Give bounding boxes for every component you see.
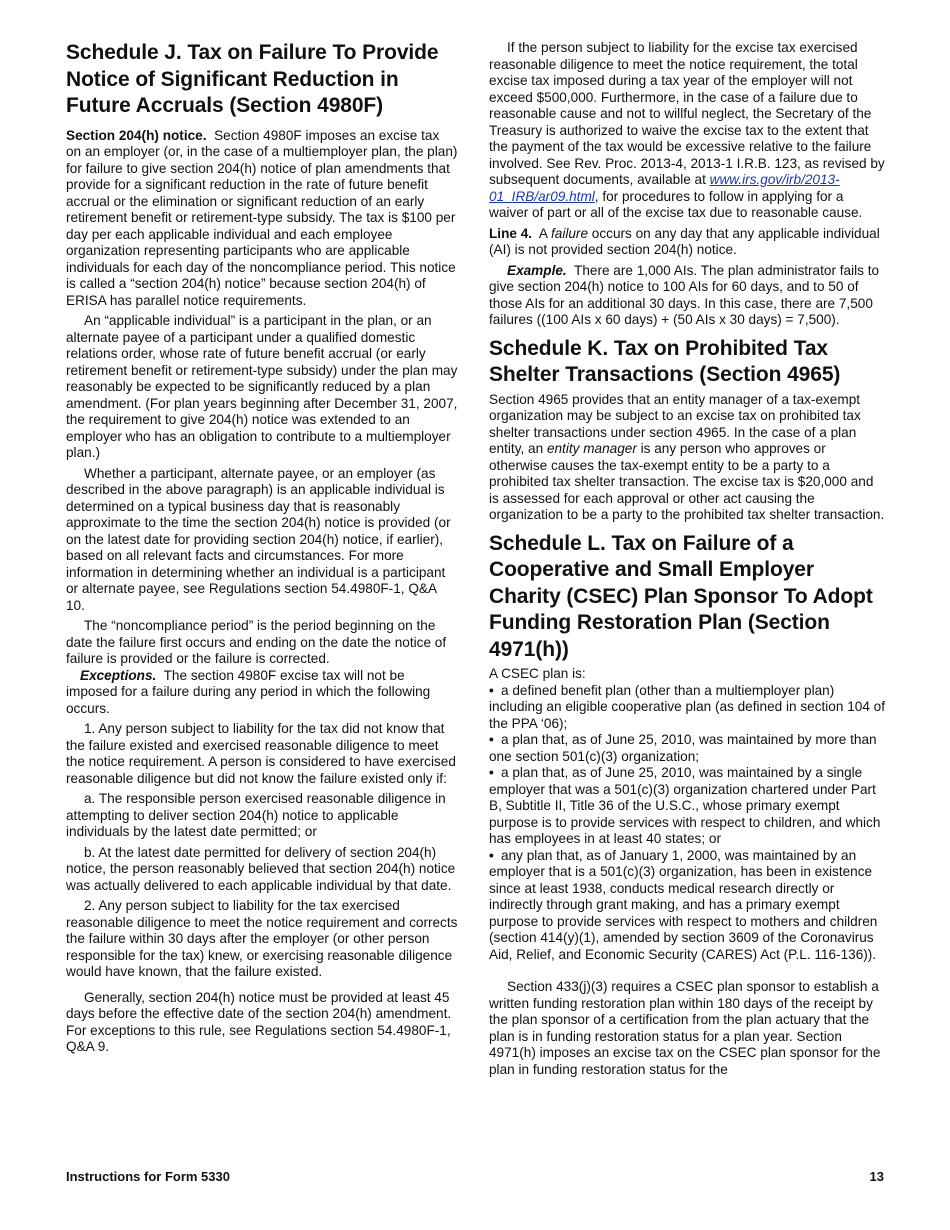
right-column	[489, 40, 885, 1078]
exceptions-paragraph	[66, 668, 458, 718]
csec-bullet-text: any plan that, as of January 1, 2000, was maintained by an employer that is a 501(c)(3) organization, has been in existence since at least 1938, conducts medical research directly or indirectly through grant making, and has a primary exempt purpose to provide services with respect to mothers and children (section 414(y)(1), amended by section 3609 of the Coronavirus Aid, Relief, and Economic Security (CARES) Act (P.L. 116-136)).	[489, 847, 878, 962]
determination-paragraph: Whether a participant, alternate payee, or an employer (as described in the above paragraph) is an applicable individual is determined on a typical business day that is reasonably approximate to the time the section 204(h) notice is provided (or on the latest date for providing section 204(h) notice, if earlier), based on all relevant facts and circumstances. For more information in determining whether an individual is a participant or alternate payee, see Regulations section 54.4980F-1, Q&A 10.	[66, 465, 451, 613]
failure-term: failure	[550, 225, 589, 241]
schedule-k-paragraph	[489, 392, 885, 524]
csec-bullet-item	[489, 848, 885, 964]
exceptions-runin: Exceptions.	[80, 667, 157, 683]
reasonable-diligence-text: If the person subject to liability for the excise tax exercised reasonable diligence to meet the notice requirement, the total excise tax imposed during a tax year of the employer will not exceed $500,000. Furthermore, in the case of a failure due to reasonable cause and not to willful neglect, the Secretary of the Treasury is authorized to waive the excise tax to the extent that the payment of the tax would be excessive relative to the failure involved. See Rev. Proc. 2013-4, 2013-1 I.R.B. 123, as revised by subsequent documents, available at	[489, 40, 885, 187]
csec-bullet-text: a plan that, as of June 25, 2010, was maintained by more than one section 501(c)(3) organization;	[489, 732, 877, 764]
line-4-text: occurs on any day that any applicable individual (AI) is not provided section 204(h) notice.	[489, 225, 880, 257]
exception-2-paragraph: 2. Any person subject to liability for the tax exercised reasonable diligence to meet the notice requirement and corrects the failure within 30 days after the employer (or other person responsible for the tax) knew, or exercising reasonable diligence would have known, that the failure existed.	[66, 898, 458, 979]
example-text: There are 1,000 AIs. The plan administrator fails to give section 204(h) notice to 100 AIs for 60 days, and to 50 of those AIs for an additional 30 days. In this case, there are 7,500 failures ((100 AIs x 60 days) + (50 AIs x 30 days) = 7,500).	[489, 262, 880, 327]
line-4-paragraph	[489, 226, 885, 259]
section-204h-runin: Section 204(h) notice.	[66, 127, 207, 143]
csec-bullet-item	[489, 732, 885, 765]
schedule-j-heading: Schedule J. Tax on Failure To Provide Notice of Significant Reduction in Future Accruals (Section 4980F)	[66, 41, 439, 117]
bullet-dot: •	[489, 732, 494, 747]
schedule-k-heading: Schedule K. Tax on Prohibited Tax Shelter Transactions (Section 4965)	[489, 336, 841, 386]
irs-waiver-link[interactable]: www.irs.gov/irb/2013-01_IRB/ar09.html	[489, 172, 840, 204]
exception-1-paragraph: 1. Any person subject to liability for the tax did not know that the failure existed and exercised reasonable diligence to meet the notice requirement. A person is considered to have exercised reasonable diligence but did not know the failure existed only if:	[66, 721, 456, 786]
section-204h-text: Section 4980F imposes an excise tax on an employer (or, in the case of a multiemployer plan, the plan) for failure to give section 204(h) notice of plan amendments that provide for a significant reduction in the rate of future benefit accrual or the elimination or significant reduction of an early retirement benefit or retirement-type subsidy. The tax is $100 per day per each applicable individual and each employee organization representing participants who are applicable individuals for each day of the noncompliance period. This notice is called a “section 204(h) notice” because section 204(h) of ERISA has parallel notice requirements.	[66, 127, 458, 308]
footer-page-number: 13	[869, 1169, 884, 1184]
bullet-dot: •	[489, 682, 494, 698]
footer-form-title: Instructions for Form 5330	[66, 1169, 230, 1184]
csec-bullet-item	[489, 765, 885, 848]
applicable-individual-paragraph: An “applicable individual” is a participant in the plan, or an alternate payee of a participant under a qualified domestic relations order, whose rate of future benefit accrual (or early retirement benefit or retirement-type subsidy) under the plan may reasonably be expected to be significantly reduced by a plan amendment. (For plan years beginning after December 31, 2007, the requirement to give 204(h) notice was extended to an employer who has an obligation to contribute to a multiemployer plan.)	[66, 313, 458, 460]
exception-1b-paragraph: b. At the latest date permitted for delivery of section 204(h) notice, the person reasonably believed that section 204(h) notice was actually delivered to each applicable individual by that date.	[66, 844, 456, 893]
left-column	[66, 40, 458, 1056]
exceptions-text: The section 4980F excise tax will not be imposed for a failure during any period in which the following occurs.	[66, 667, 431, 716]
example-paragraph	[489, 263, 885, 329]
csec-bullet-text: a plan that, as of June 25, 2010, was maintained by a single employer that was a 501(c)(3) organization chartered under Part B, Subtitle II, Title 36 of the U.S.C., whose primary exempt purpose is to provide services with respect to children, and which has employees in at least 40 states; or	[489, 765, 881, 846]
bullet-dot: •	[489, 847, 494, 863]
schedule-l-heading: Schedule L. Tax on Failure of a Cooperative and Small Employer Charity (CSEC) Plan Sponsor To Adopt Funding Restoration Plan (Section 4971(h))	[489, 531, 873, 661]
csec-intro: A CSEC plan is:	[489, 666, 586, 681]
noncompliance-period-paragraph: The “noncompliance period” is the period beginning on the date the failure first occurs and ending on the date the notice of failure is provided or the failure is corrected.	[66, 618, 447, 666]
schedule-k-text: Section 4965 provides that an entity manager of a tax-exempt organization may be subject to an excise tax on prohibited tax shelter transactions under section 4965. In the case of a plan entity, an	[489, 391, 861, 456]
entity-manager-term: entity manager	[546, 441, 637, 456]
line-4-runin: Line 4.	[489, 225, 533, 241]
exception-1a-paragraph: a. The responsible person exercised reasonable diligence in attempting to deliver section 204(h) notice to applicable individuals by the latest date permitted; or	[66, 791, 446, 839]
line-4-text-start: A	[538, 225, 548, 241]
funding-restoration-paragraph: Section 433(j)(3) requires a CSEC plan sponsor to establish a written funding restoration plan within 180 days of the receipt by the plan sponsor of a certification from the plan actuary that the plan is in funding restoration status for a plan year. Section 4971(h) imposes an excise tax on the CSEC plan sponsor for the plan in funding restoration status for the	[489, 979, 881, 1077]
csec-bullet-item	[489, 683, 885, 733]
reasonable-diligence-paragraph	[489, 40, 885, 222]
bullet-dot: •	[489, 765, 494, 780]
section-204h-paragraph	[66, 128, 458, 310]
notice-timing-paragraph: Generally, section 204(h) notice must be provided at least 45 days before the effective date of the section 204(h) amendment. For exceptions to this rule, see Regulations section 54.4980F-1, Q&A 9.	[66, 989, 452, 1054]
example-runin: Example.	[507, 262, 567, 278]
csec-bullet-text: a defined benefit plan (other than a multiemployer plan) including an eligible cooperative plan (as defined in section 104 of the PPA ‘06);	[489, 682, 885, 731]
schedule-k-text-end: is any person who approves or otherwise causes the tax-exempt entity to be a party to a prohibited tax shelter transaction. The excise tax is $20,000 and is assessed for each approval or other act causing the organization to be a party to the prohibited tax shelter transaction.	[489, 441, 885, 522]
reasonable-diligence-text-end: , for procedures to follow in applying for a waiver of part or all of the excise tax due to reasonable cause.	[489, 188, 863, 220]
